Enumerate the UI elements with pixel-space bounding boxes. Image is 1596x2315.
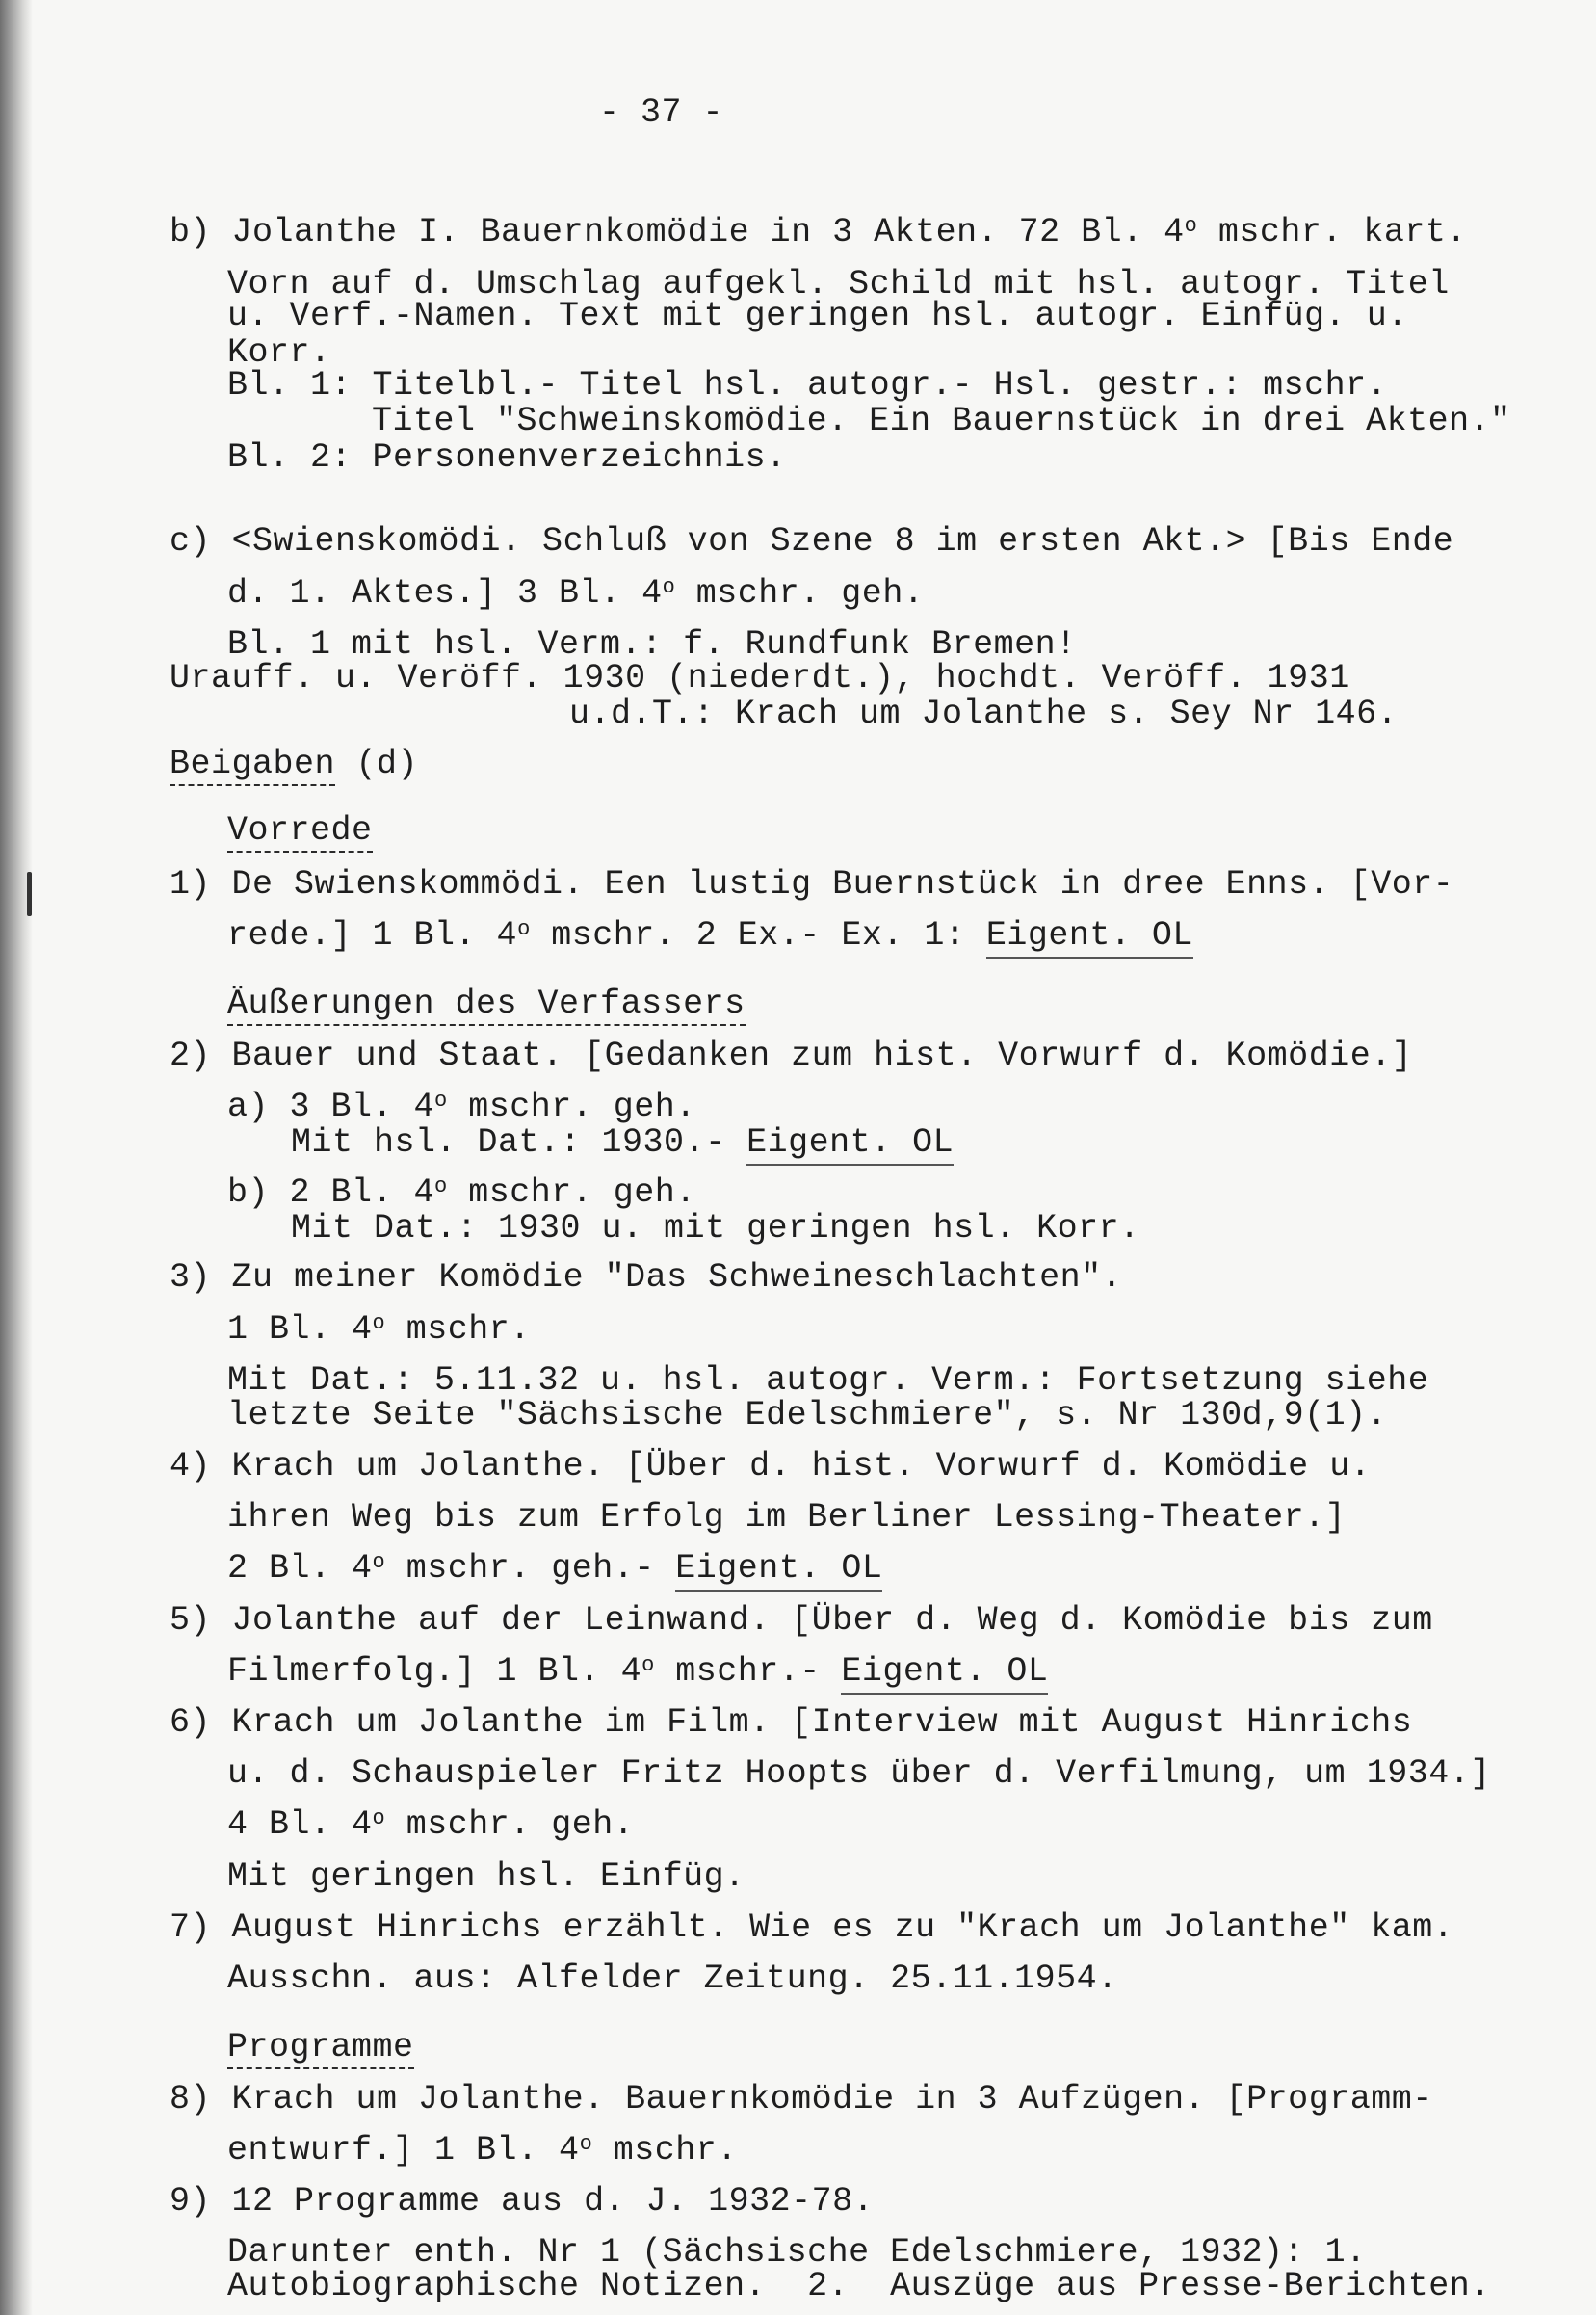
degree-superscript: o bbox=[1184, 214, 1198, 238]
subsection-aeusserungen bbox=[227, 986, 746, 1022]
item-2a-line-2: Mit hsl. Dat.: 1930.- Eigent. OL bbox=[291, 1124, 954, 1161]
item-3-line-3: Mit Dat.: 5.11.32 u. hsl. autogr. Verm.: Fortsetzung siehe bbox=[227, 1361, 1429, 1400]
degree-superscript: o bbox=[517, 917, 531, 941]
ownership-note: Eigent. OL bbox=[986, 916, 1193, 959]
item-9-line-3: Autobiographische Notizen. 2. Auszüge aus Presse-Berichten. bbox=[227, 2267, 1491, 2305]
item-3-line-2: 1 Bl. 4$^o$ mschr. bbox=[227, 1310, 531, 1349]
item-4-line-2: ihren Weg bis zum Erfolg im Berliner Lessing-Theater.] bbox=[227, 1498, 1347, 1537]
item-6-line-4: Mit geringen hsl. Einfüg. bbox=[227, 1857, 746, 1896]
item-2-line-1: 2) Bauer und Staat. [Gedanken zum hist. Vorwurf d. Komödie.] bbox=[170, 1037, 1413, 1075]
entry-b-desc-3: Korr. bbox=[227, 333, 331, 372]
subsection-programme bbox=[227, 2029, 414, 2065]
ownership-note: Eigent. OL bbox=[675, 1549, 882, 1592]
item-4-line-1: 4) Krach um Jolanthe. [Über d. hist. Vorwurf d. Komödie u. bbox=[170, 1447, 1372, 1486]
item-8-line-2: entwurf.] 1 Bl. 4$^o$ mschr. bbox=[227, 2131, 738, 2170]
degree-superscript: o bbox=[579, 2132, 593, 2156]
item-2a-line-1: a) 3 Bl. 4$^o$ mschr. geh. bbox=[227, 1088, 696, 1126]
item-6-line-3: 4 Bl. 4$^o$ mschr. geh. bbox=[227, 1805, 635, 1844]
entry-c-desc-1: Bl. 1 mit hsl. Verm.: f. Rundfunk Bremen! bbox=[227, 625, 1077, 664]
ownership-note: Eigent. OL bbox=[746, 1123, 954, 1166]
item-9-line-1: 9) 12 Programme aus d. J. 1932-78. bbox=[170, 2182, 875, 2221]
item-6-line-2: u. d. Schauspieler Fritz Hoopts über d. Verfilmung, um 1934.] bbox=[227, 1754, 1491, 1793]
entry-b-desc-2: u. Verf.-Namen. Text mit geringen hsl. autogr. Einfüg. u. bbox=[227, 297, 1408, 335]
item-2b-line-1: b) 2 Bl. 4$^o$ mschr. geh. bbox=[227, 1173, 696, 1212]
underlined-heading-text: Äußerungen des Verfassers bbox=[227, 985, 746, 1026]
entry-b-desc-5: Titel "Schweinskomödie. Ein Bauernstück in drei Akten." bbox=[372, 402, 1511, 440]
ownership-note: Eigent. OL bbox=[841, 1652, 1048, 1695]
subsection-vorrede bbox=[227, 812, 373, 849]
underlined-heading-text: Programme bbox=[227, 2028, 414, 2069]
page-number: - 37 - bbox=[599, 93, 724, 132]
item-7-line-1: 7) August Hinrichs erzählt. Wie es zu "Krach um Jolanthe" kam. bbox=[170, 1908, 1454, 1947]
underlined-heading-text: Vorrede bbox=[227, 811, 373, 853]
item-2b-line-2: Mit Dat.: 1930 u. mit geringen hsl. Korr. bbox=[291, 1209, 1140, 1248]
underlined-heading-text: Beigaben bbox=[170, 745, 335, 786]
item-1-line-1: 1) De Swienskommödi. Een lustig Buernstück in dree Enns. [Vor- bbox=[170, 865, 1454, 904]
entry-c-desc-2: Urauff. u. Veröff. 1930 (niederdt.), hochdt. Veröff. 1931 bbox=[170, 659, 1350, 697]
entry-b-title: b) Jolanthe I. Bauernkomödie in 3 Akten. 72 Bl. 4$^o$ mschr. kart. bbox=[170, 213, 1467, 251]
degree-superscript: o bbox=[372, 1806, 386, 1830]
section-beigaben bbox=[170, 746, 418, 782]
entry-c-title-2: d. 1. Aktes.] 3 Bl. 4$^o$ mschr. geh. bbox=[227, 574, 925, 613]
item-5-line-2: Filmerfolg.] 1 Bl. 4$^o$ mschr.- Eigent. OL bbox=[227, 1653, 1048, 1690]
item-3-line-1: 3) Zu meiner Komödie "Das Schweineschlachten". bbox=[170, 1258, 1123, 1297]
item-6-line-1: 6) Krach um Jolanthe im Film. [Interview mit August Hinrichs bbox=[170, 1703, 1413, 1742]
entry-b-desc-6: Bl. 2: Personenverzeichnis. bbox=[227, 438, 787, 477]
entry-b-desc-4: Bl. 1: Titelbl.- Titel hsl. autogr.- Hsl. gestr.: mschr. bbox=[227, 366, 1388, 405]
item-4-line-3: 2 Bl. 4$^o$ mschr. geh.- Eigent. OL bbox=[227, 1550, 882, 1587]
item-1-line-2: rede.] 1 Bl. 4$^o$ mschr. 2 Ex.- Ex. 1: Eigent. OL bbox=[227, 917, 1193, 954]
degree-superscript: o bbox=[434, 1089, 448, 1113]
degree-superscript: o bbox=[434, 1174, 448, 1198]
degree-superscript: o bbox=[641, 1653, 655, 1677]
degree-superscript: o bbox=[372, 1550, 386, 1574]
heading-suffix: (d) bbox=[335, 745, 419, 783]
entry-c-title: c) <Swienskomödi. Schluß von Szene 8 im ersten Akt.> [Bis Ende bbox=[170, 522, 1454, 561]
degree-superscript: o bbox=[372, 1311, 386, 1335]
item-7-line-2: Ausschn. aus: Alfelder Zeitung. 25.11.1954. bbox=[227, 1960, 1118, 1998]
degree-superscript: o bbox=[662, 575, 676, 599]
entry-c-desc-3: u.d.T.: Krach um Jolanthe s. Sey Nr 146. bbox=[569, 695, 1399, 733]
entry-b-desc-1: Vorn auf d. Umschlag aufgekl. Schild mit hsl. autogr. Titel bbox=[227, 265, 1450, 303]
item-3-line-4: letzte Seite "Sächsische Edelschmiere", s. Nr 130d,9(1). bbox=[227, 1396, 1388, 1434]
item-8-line-1: 8) Krach um Jolanthe. Bauernkomödie in 3 Aufzügen. [Programm- bbox=[170, 2080, 1433, 2118]
item-5-line-1: 5) Jolanthe auf der Leinwand. [Über d. Weg d. Komödie bis zum bbox=[170, 1601, 1433, 1640]
item-9-line-2: Darunter enth. Nr 1 (Sächsische Edelschmiere, 1932): 1. bbox=[227, 2233, 1367, 2272]
